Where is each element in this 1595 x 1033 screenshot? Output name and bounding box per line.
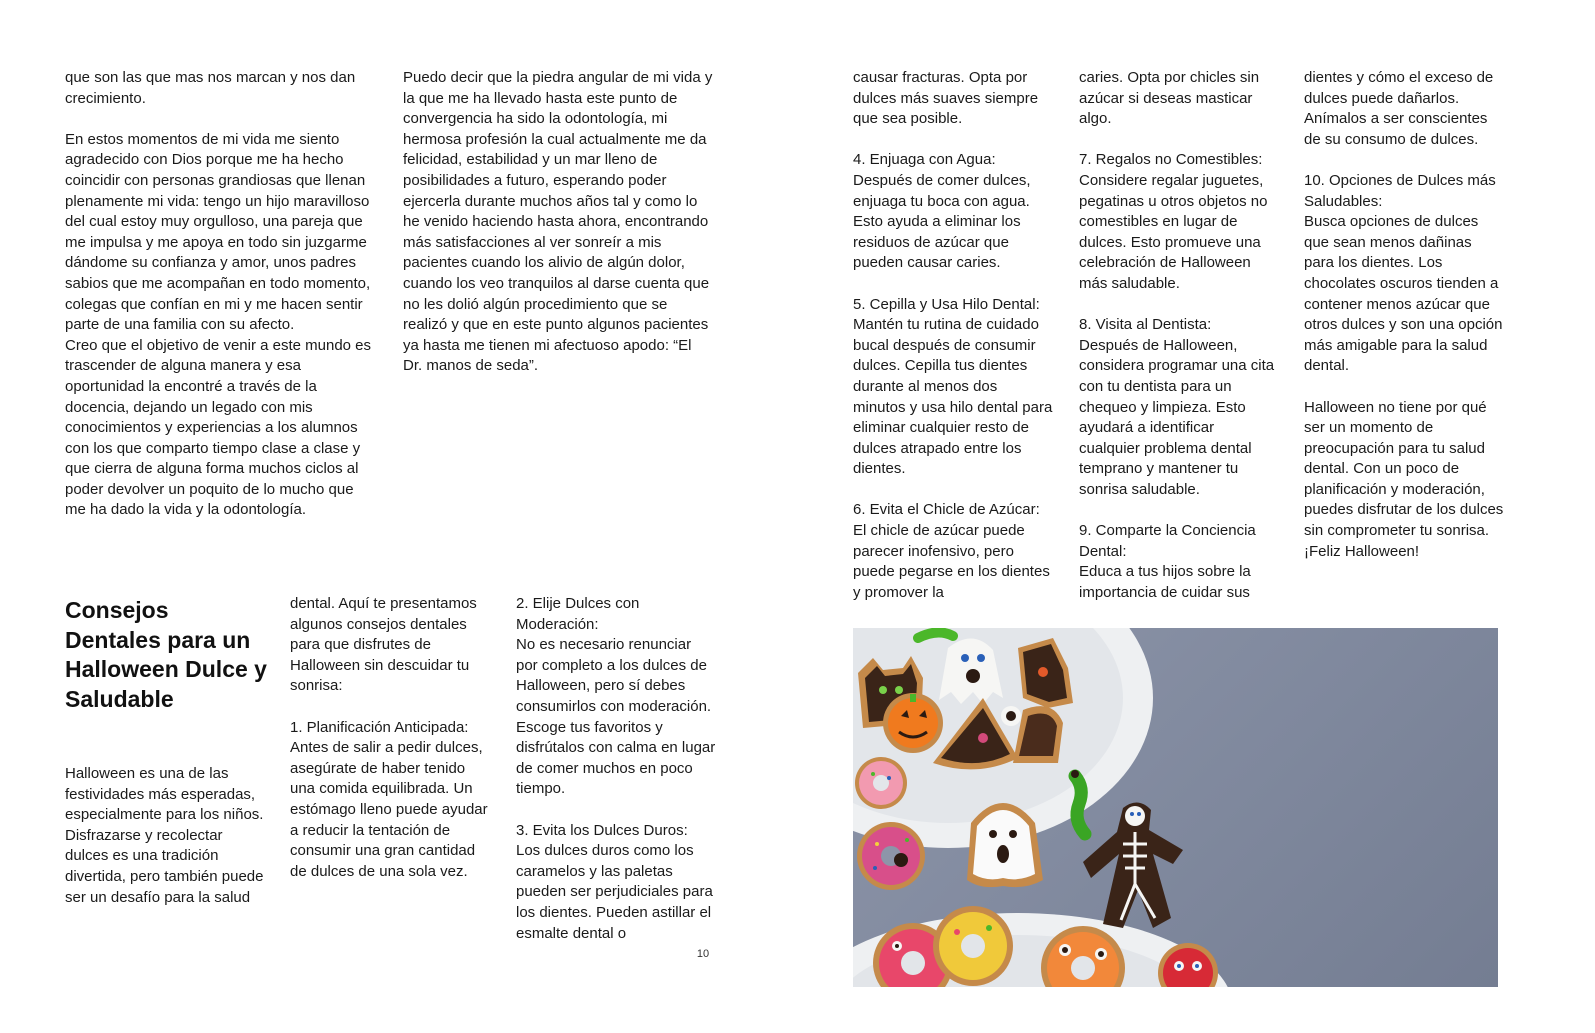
right-column-3: [1304, 68, 1504, 562]
paragraph: 1. Planificación Anticipada: Antes de salir a pedir dulces, asegúrate de haber tenido una comida equilibrada. Un estómago lleno puede ayudar a reducir la tentación de consumir una gran cantidad de dulces de una sola vez.: [290, 718, 488, 880]
yellow-donut: [933, 906, 1013, 986]
chocolate-donut: [857, 822, 925, 890]
paragraph: En estos momentos de mi vida me siento agradecido con Dios porque me ha hecho coincidir con personas grandiosas que llenan plenamente mi vida: tengo un hijo maravilloso del cual estoy muy orgulloso, una pareja que me impulsa y me apoya en todo sin juzgarme dándome su confianza y amor, unos padres sabios que me acompañan en todo momento, colegas que confían en mi y me hacen sentir parte de una familia con su afecto. Creo que el objetivo de venir a este mundo es trascender de alguna manera y esa oportunidad la encontré a través de la docencia, dejando un legado con mis conocimientos y experiencias a los alumnos con los que comparto tiempo clase a clase y que cierra de alguna forma muchos ciclos al poder devolver un poquito de lo mucho que me ha dado la vida y la odontología.: [65, 130, 372, 519]
article-column-1: [65, 764, 265, 908]
paragraph: 3. Evita los Dulces Duros: Los dulces duros como los caramelos y las paletas pueden ser perjudiciales para los dientes. Pueden astillar el esmalte dental o: [516, 821, 713, 942]
paragraph: que son las que mas nos marcan y nos dan crecimiento.: [65, 69, 356, 107]
paragraph: 7. Regalos no Comestibles: Considere regalar juguetes, pegatinas u otros objetos no comestibles en lugar de dulces. Esto promueve una celebración de Halloween más saludable.: [1079, 151, 1268, 292]
pumpkin-cookie: [883, 693, 943, 753]
photo-illustration: [853, 628, 1498, 987]
donut-left: [855, 757, 907, 809]
paragraph: Halloween es una de las festividades más esperadas, especialmente para los niños. Disfrazarse y recolectar dulces es una tradición divertida, pero también puede ser un desafío para la salud: [65, 765, 264, 906]
halloween-cookies-photo: [853, 628, 1498, 987]
paragraph: caries. Opta por chicles sin azúcar si deseas masticar algo.: [1079, 69, 1260, 128]
paragraph: dientes y cómo el exceso de dulces puede dañarlos. Anímalos a ser conscientes de su consumo de dulces.: [1304, 69, 1494, 148]
article-title: Consejos Dentales para un Halloween Dulce y Saludable: [65, 597, 267, 712]
paragraph: Puedo decir que la piedra angular de mi vida y la que me ha llevado hasta este punto de convergencia ha sido la odontología, mi hermosa profesión la cual actualmente me da felicidad, estabilidad y un mar lleno de posibilidades a futuro, esperando poder ejercerla durante muchos años tal y como lo he venido haciendo hasta ahora, encontrando más satisfacciones al ver sonreír a mis pacientes cuando los alivio de algún dolor, cuando los veo tranquilos al darse cuenta que no les dolió algún procedimiento que se realizó y que en este punto algunos pacientes ya hasta me tienen mi afectuoso apodo: “El Dr. manos de seda”.: [403, 69, 713, 375]
left-column-1: [65, 68, 375, 521]
paragraph: 4. Enjuaga con Agua: Después de comer dulces, enjuaga tu boca con agua. Esto ayuda a eliminar los residuos de azúcar que pueden causar caries.: [853, 151, 1031, 272]
right-column-2: [1079, 68, 1279, 603]
paragraph: 9. Comparte la Conciencia Dental: Educa a tus hijos sobre la importancia de cuidar sus: [1079, 522, 1256, 601]
paragraph: dental. Aquí te presentamos algunos consejos dentales para que disfrutes de Halloween sin descuidar tu sonrisa:: [290, 595, 477, 695]
paragraph: 8. Visita al Dentista: Después de Halloween, considera programar una cita con tu dentista para un chequeo y limpieza. Esto ayudará a identificar cualquier problema dental temprano y mantener tu sonrisa saludable.: [1079, 316, 1275, 498]
paragraph: causar fracturas. Opta por dulces más suaves siempre que sea posible.: [853, 69, 1039, 128]
snake-cookie-top: [918, 632, 953, 638]
paragraph: 5. Cepilla y Usa Hilo Dental: Mantén tu rutina de cuidado bucal después de consumir dulces. Cepilla tus dientes durante al menos dos minutos y usa hilo dental para eliminar cualquier resto de dulces atrapado entre los dientes.: [853, 295, 1053, 478]
paragraph: 2. Elije Dulces con Moderación: No es necesario renunciar por completo a los dulces de Halloween, pero sí debes consumirlos con moderación. Escoge tus favoritos y disfrútalos con calma en lugar de comer muchos en poco tiempo.: [516, 595, 716, 798]
paragraph: 6. Evita el Chicle de Azúcar: El chicle de azúcar puede parecer inofensivo, pero puede pegarse en los dientes y promover la: [853, 501, 1050, 601]
page-number: 10: [696, 948, 710, 960]
article-column-3: [516, 594, 716, 944]
snake-cookie: [1075, 776, 1085, 834]
right-column-1: [853, 68, 1053, 603]
paragraph: 10. Opciones de Dulces más Saludables: Busca opciones de dulces que sean menos dañinas para los dientes. Los chocolates oscuros tienden a contener menos azúcar que otros dulces y son una opción más amigable para la salud dental.: [1304, 171, 1503, 375]
left-column-2: [403, 68, 713, 377]
paragraph: Halloween no tiene por qué ser un momento de preocupación para tu salud dental. Con un poco de planificación y moderación, puedes disfrutar de los dulces sin comprometer tu sonrisa. ¡Feliz Halloween!: [1304, 398, 1504, 560]
skeleton-cookie: [1083, 802, 1183, 928]
eye-cookie: [1001, 706, 1021, 726]
article-column-2: [290, 594, 490, 882]
snake-eye: [1071, 770, 1079, 778]
